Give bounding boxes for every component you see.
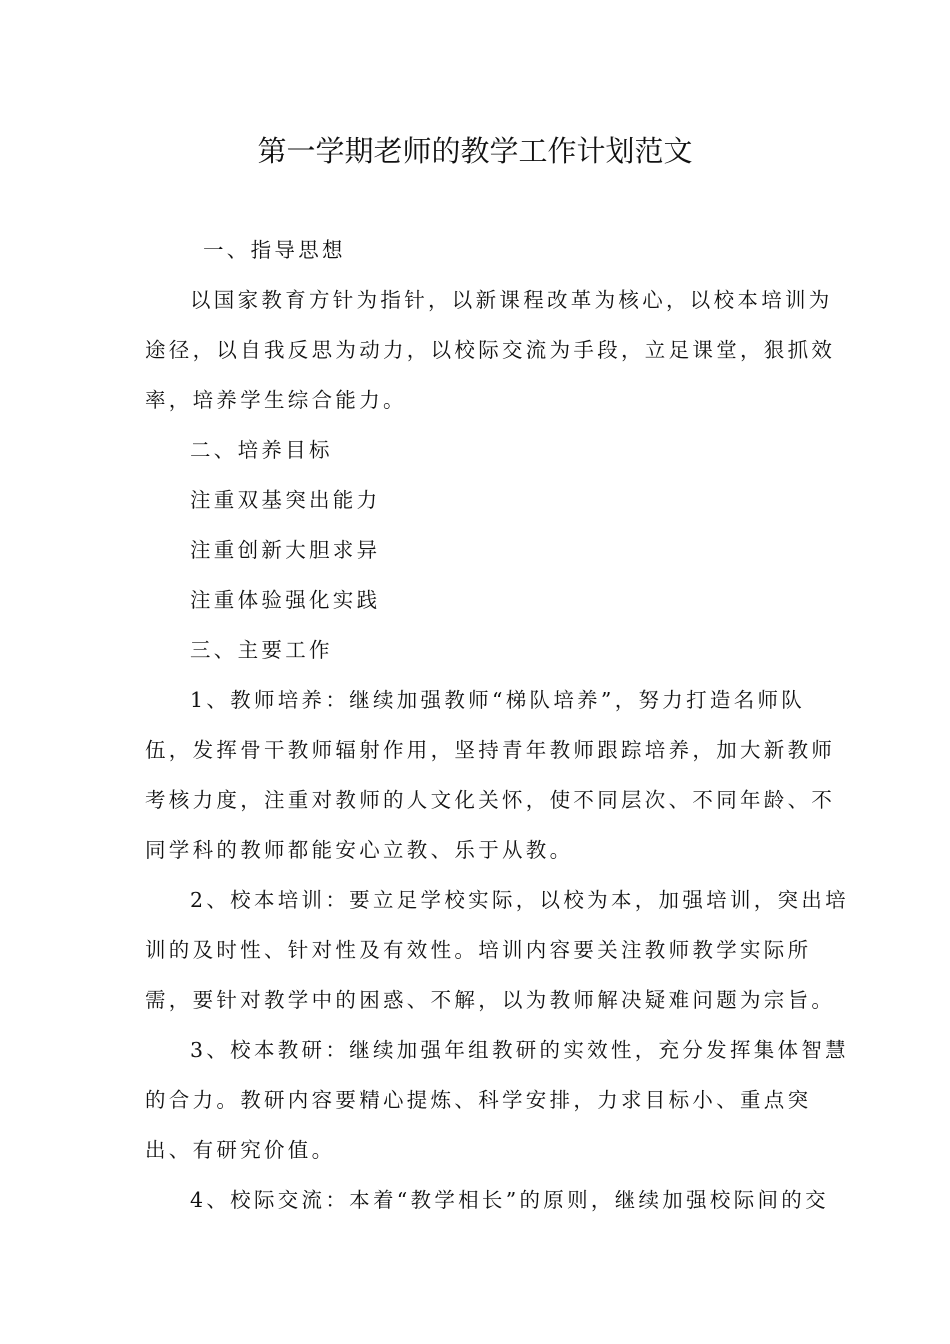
document-title: 第一学期老师的教学工作计划范文: [257, 134, 693, 168]
paragraph-line: 2、校本培训：要立足学校实际，以校为本，加强培训，突出培: [190, 888, 849, 912]
paragraph-line: 4、校际交流：本着“教学相长”的原则，继续加强校际间的交: [190, 1188, 829, 1212]
paragraph-line: 伍，发挥骨干教师辐射作用，坚持青年教师跟踪培养，加大新教师: [145, 738, 836, 762]
paragraph-line: 的合力。教研内容要精心提炼、科学安排，力求目标小、重点突: [145, 1088, 812, 1112]
paragraph-line: 出、有研究价值。: [145, 1138, 336, 1162]
goal-item: 注重体验强化实践: [190, 588, 381, 612]
paragraph-line: 考核力度，注重对教师的人文化关怀，使不同层次、不同年龄、不: [145, 788, 836, 812]
document-body: [145, 225, 849, 1225]
section-heading-training-goals: 二、培养目标: [190, 438, 333, 462]
goal-item: 注重创新大胆求异: [190, 538, 381, 562]
section-heading-main-work: 三、主要工作: [190, 638, 333, 662]
paragraph-line: 途径，以自我反思为动力，以校际交流为手段，立足课堂，狠抓效: [145, 338, 836, 362]
section-heading-guiding-ideology: 一、指导思想: [203, 238, 346, 262]
paragraph-line: 训的及时性、针对性及有效性。培训内容要关注教师教学实际所: [145, 938, 812, 962]
paragraph-line: 以国家教育方针为指针，以新课程改革为核心，以校本培训为: [190, 288, 833, 312]
paragraph-line: 率，培养学生综合能力。: [145, 388, 407, 412]
paragraph-line: 需，要针对教学中的困惑、不解，以为教师解决疑难问题为宗旨。: [145, 988, 836, 1012]
paragraph-line: 1、教师培养：继续加强教师“梯队培养”，努力打造名师队: [190, 688, 806, 712]
goal-item: 注重双基突出能力: [190, 488, 381, 512]
paragraph-line: 同学科的教师都能安心立教、乐于从教。: [145, 838, 574, 862]
paragraph-line: 3、校本教研：继续加强年组教研的实效性，充分发挥集体智慧: [190, 1038, 849, 1062]
